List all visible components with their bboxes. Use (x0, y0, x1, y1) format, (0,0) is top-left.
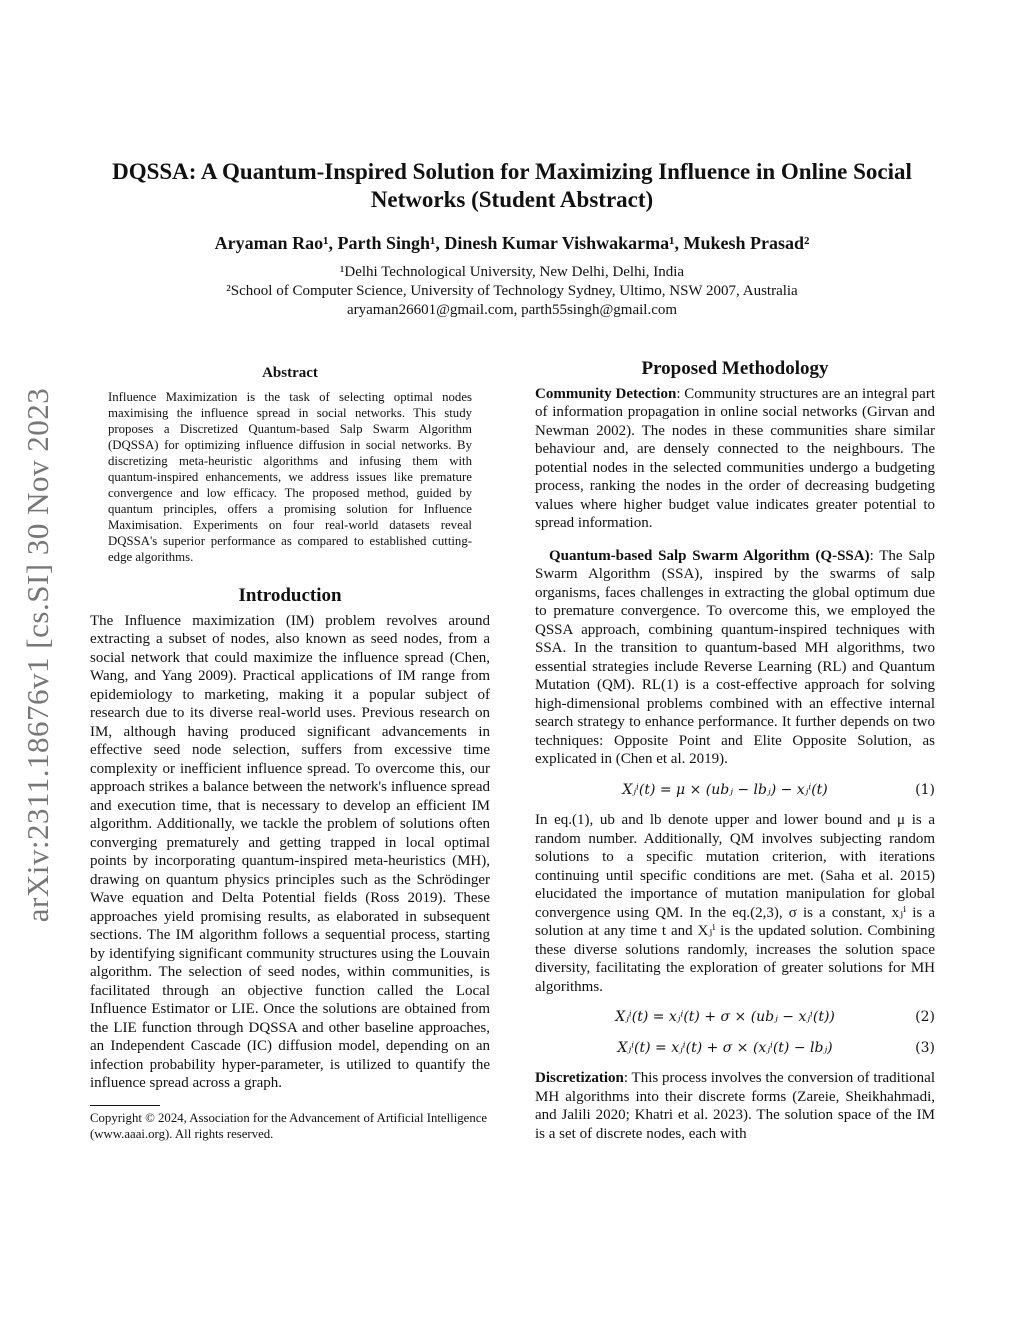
post-equation-paragraph: In eq.(1), ub and lb denote upper and lower bound and μ is a random number. Additionally, QM involves subjecting random solutions to a specific mutation criterion, with iterations continuing until specific conditions are met. (Saha et al. 2015) elucidated the importance of mutation manipulation for global convergence using QM. In the eq.(2,3), σ is a constant, xⱼⁱ is a solution at any time t and Xⱼⁱ is the updated solution. Combining these diverse solutions randomly, increases the solution space diversity, facilitating the exploration of greater solutions for MH algorithms. (535, 812, 935, 995)
community-detection-label: Community Detection (535, 385, 677, 402)
equation-1-body: Xⱼⁱ(t) = μ × (ubⱼ − lbⱼ) − xⱼⁱ(t) (622, 781, 828, 798)
qssa-label: Quantum-based Salp Swarm Algorithm (Q-SSA) (549, 547, 870, 564)
equation-3 (535, 1039, 935, 1058)
copyright-footnote (90, 1105, 490, 1142)
methodology-heading: Proposed Methodology (641, 358, 829, 379)
discretization-label: Discretization (535, 1070, 624, 1086)
author-emails: aryaman26601@gmail.com, parth55singh@gmail.com (346, 302, 678, 318)
community-detection-paragraph (535, 385, 935, 533)
equation-2 (535, 1008, 935, 1027)
abstract-heading: Abstract (262, 365, 318, 381)
abstract-text: Influence Maximization is the task of selecting optimal nodes maximising the influence spread in social networks. This study proposes a Discretized Quantum-based Salp Swarm Algorithm (DQSSA) for optimizing influence diffusion in social networks. By discretizing meta-heuristic algorithms and infusing them with quantum-inspired enhancements, we address issues like premature convergence and low efficacy. The proposed method, guided by quantum principles, offers a promising solution for Influence Maximisation. Experiments on four real-world datasets reveal DQSSA's superior performance as compared to established cutting-edge algorithms. (108, 390, 472, 564)
left-column (90, 365, 490, 1142)
introduction-section (90, 587, 490, 1093)
discretization-text: : This process involves the conversion of traditional MH algorithms into their discrete forms (Zareie, Sheikhahmadi, and Jalili 2020; Khatri et al. 2023). The solution space of the IM is a set of discrete nodes, each with (535, 1070, 935, 1142)
affiliation-2: ²School of Computer Science, University of Technology Sydney, Ultimo, NSW 2007, Australia (226, 283, 798, 299)
copyright-text: Copyright © 2024, Association for the Advancement of Artificial Intelligence (www.aaai.org). All rights reserved. (90, 1110, 488, 1141)
equation-3-number: (3) (915, 1039, 935, 1056)
footnote-rule (90, 1105, 160, 1106)
introduction-text: The Influence maximization (IM) problem revolves around extracting a subset of nodes, also known as seed nodes, from a social network that could maximize the influence spread (Chen, Wang, and Yang 2009). Practical applications of IM range from epidemiology to marketing, making it a popular subject of research due to its diverse real-world uses. Previous research on IM, although having produced significant advancements in effective seed node selection, suffers from excessive time complexity or inefficient influence spread. To overcome this, our approach strikes a balance between the network's influence spread and execution time, that is necessary to develop an efficient IM algorithm. Additionally, we tackle the problem of solutions often converging prematurely and getting trapped in local optimal points by incorporating quantum-inspired meta-heuristics (MH), drawing on quantum physics principles such as the Schrödinger Wave equation and Delta Potential fields (Ross 2019). These approaches yield promising results, as elaborated in subsequent sections. The IM algorithm follows a sequential process, starting by identifying significant community structures using the Louvain algorithm. The selection of seed nodes, within communities, is facilitated through an objective function called the Local Influence Estimator or LIE. Once the solutions are obtained from the LIE function through DQSSA and other baseline approaches, an Independent Cascade (IC) diffusion model, depending on an infection probability hyper-parameter, is utilized to quantify the influence spread across a graph. (90, 612, 490, 1091)
introduction-heading: Introduction (238, 585, 342, 606)
right-column (535, 360, 935, 1143)
arxiv-sidebar (8, 0, 68, 1325)
equation-3-body: Xⱼⁱ(t) = xⱼⁱ(t) + σ × (xⱼⁱ(t) − lbⱼ) (617, 1039, 833, 1056)
qssa-text: : The Salp Swarm Algorithm (SSA), inspired by the swarms of salp organisms, faces challenges in extracting the global optimum due to premature convergence. To overcome this, we employed the QSSA approach, combining quantum-inspired techniques with SSA. In the transition to quantum-based MH algorithms, two essential strategies include Reverse Learning (RL) and Quantum Mutation (QM). RL(1) is a cost-effective approach for solving high-dimensional problems combined with an effective internal search strategy to enhance performance. It further depends on two techniques: Opposite Point and Elite Opposite Solution, as explicated in (Chen et al. 2019). (535, 547, 935, 767)
equation-1 (535, 781, 935, 800)
discretization-paragraph (535, 1069, 935, 1143)
arxiv-identifier: arXiv:2311.18676v1 [cs.SI] 30 Nov 2023 (20, 387, 55, 923)
community-detection-text: : Community structures are an integral part of information propagation in online social networks (Girvan and Newman 2002). The nodes in these communities share similar behaviour and, are densely connected to the neighbours. The potential nodes in the selected communities undergo a budgeting process, ranking the nodes in the order of decreasing budgeting values where higher budget value indicates greater potential to spread information. (535, 385, 936, 531)
paper-title: DQSSA: A Quantum-Inspired Solution for Maximizing Influence in Online Social Networks (Student Abstract) (112, 159, 912, 212)
author-list: Aryaman Rao¹, Parth Singh¹, Dinesh Kumar Vishwakarma¹, Mukesh Prasad² (214, 233, 810, 253)
equation-2-body: Xⱼⁱ(t) = xⱼⁱ(t) + σ × (ubⱼ − xⱼⁱ(t)) (615, 1009, 835, 1025)
equation-1-number: (1) (915, 781, 935, 798)
affiliation-1: ¹Delhi Technological University, New Delhi, Delhi, India (339, 264, 685, 280)
equation-2-number: (2) (915, 1009, 935, 1025)
qssa-paragraph (535, 547, 935, 769)
abstract-section (90, 365, 490, 565)
